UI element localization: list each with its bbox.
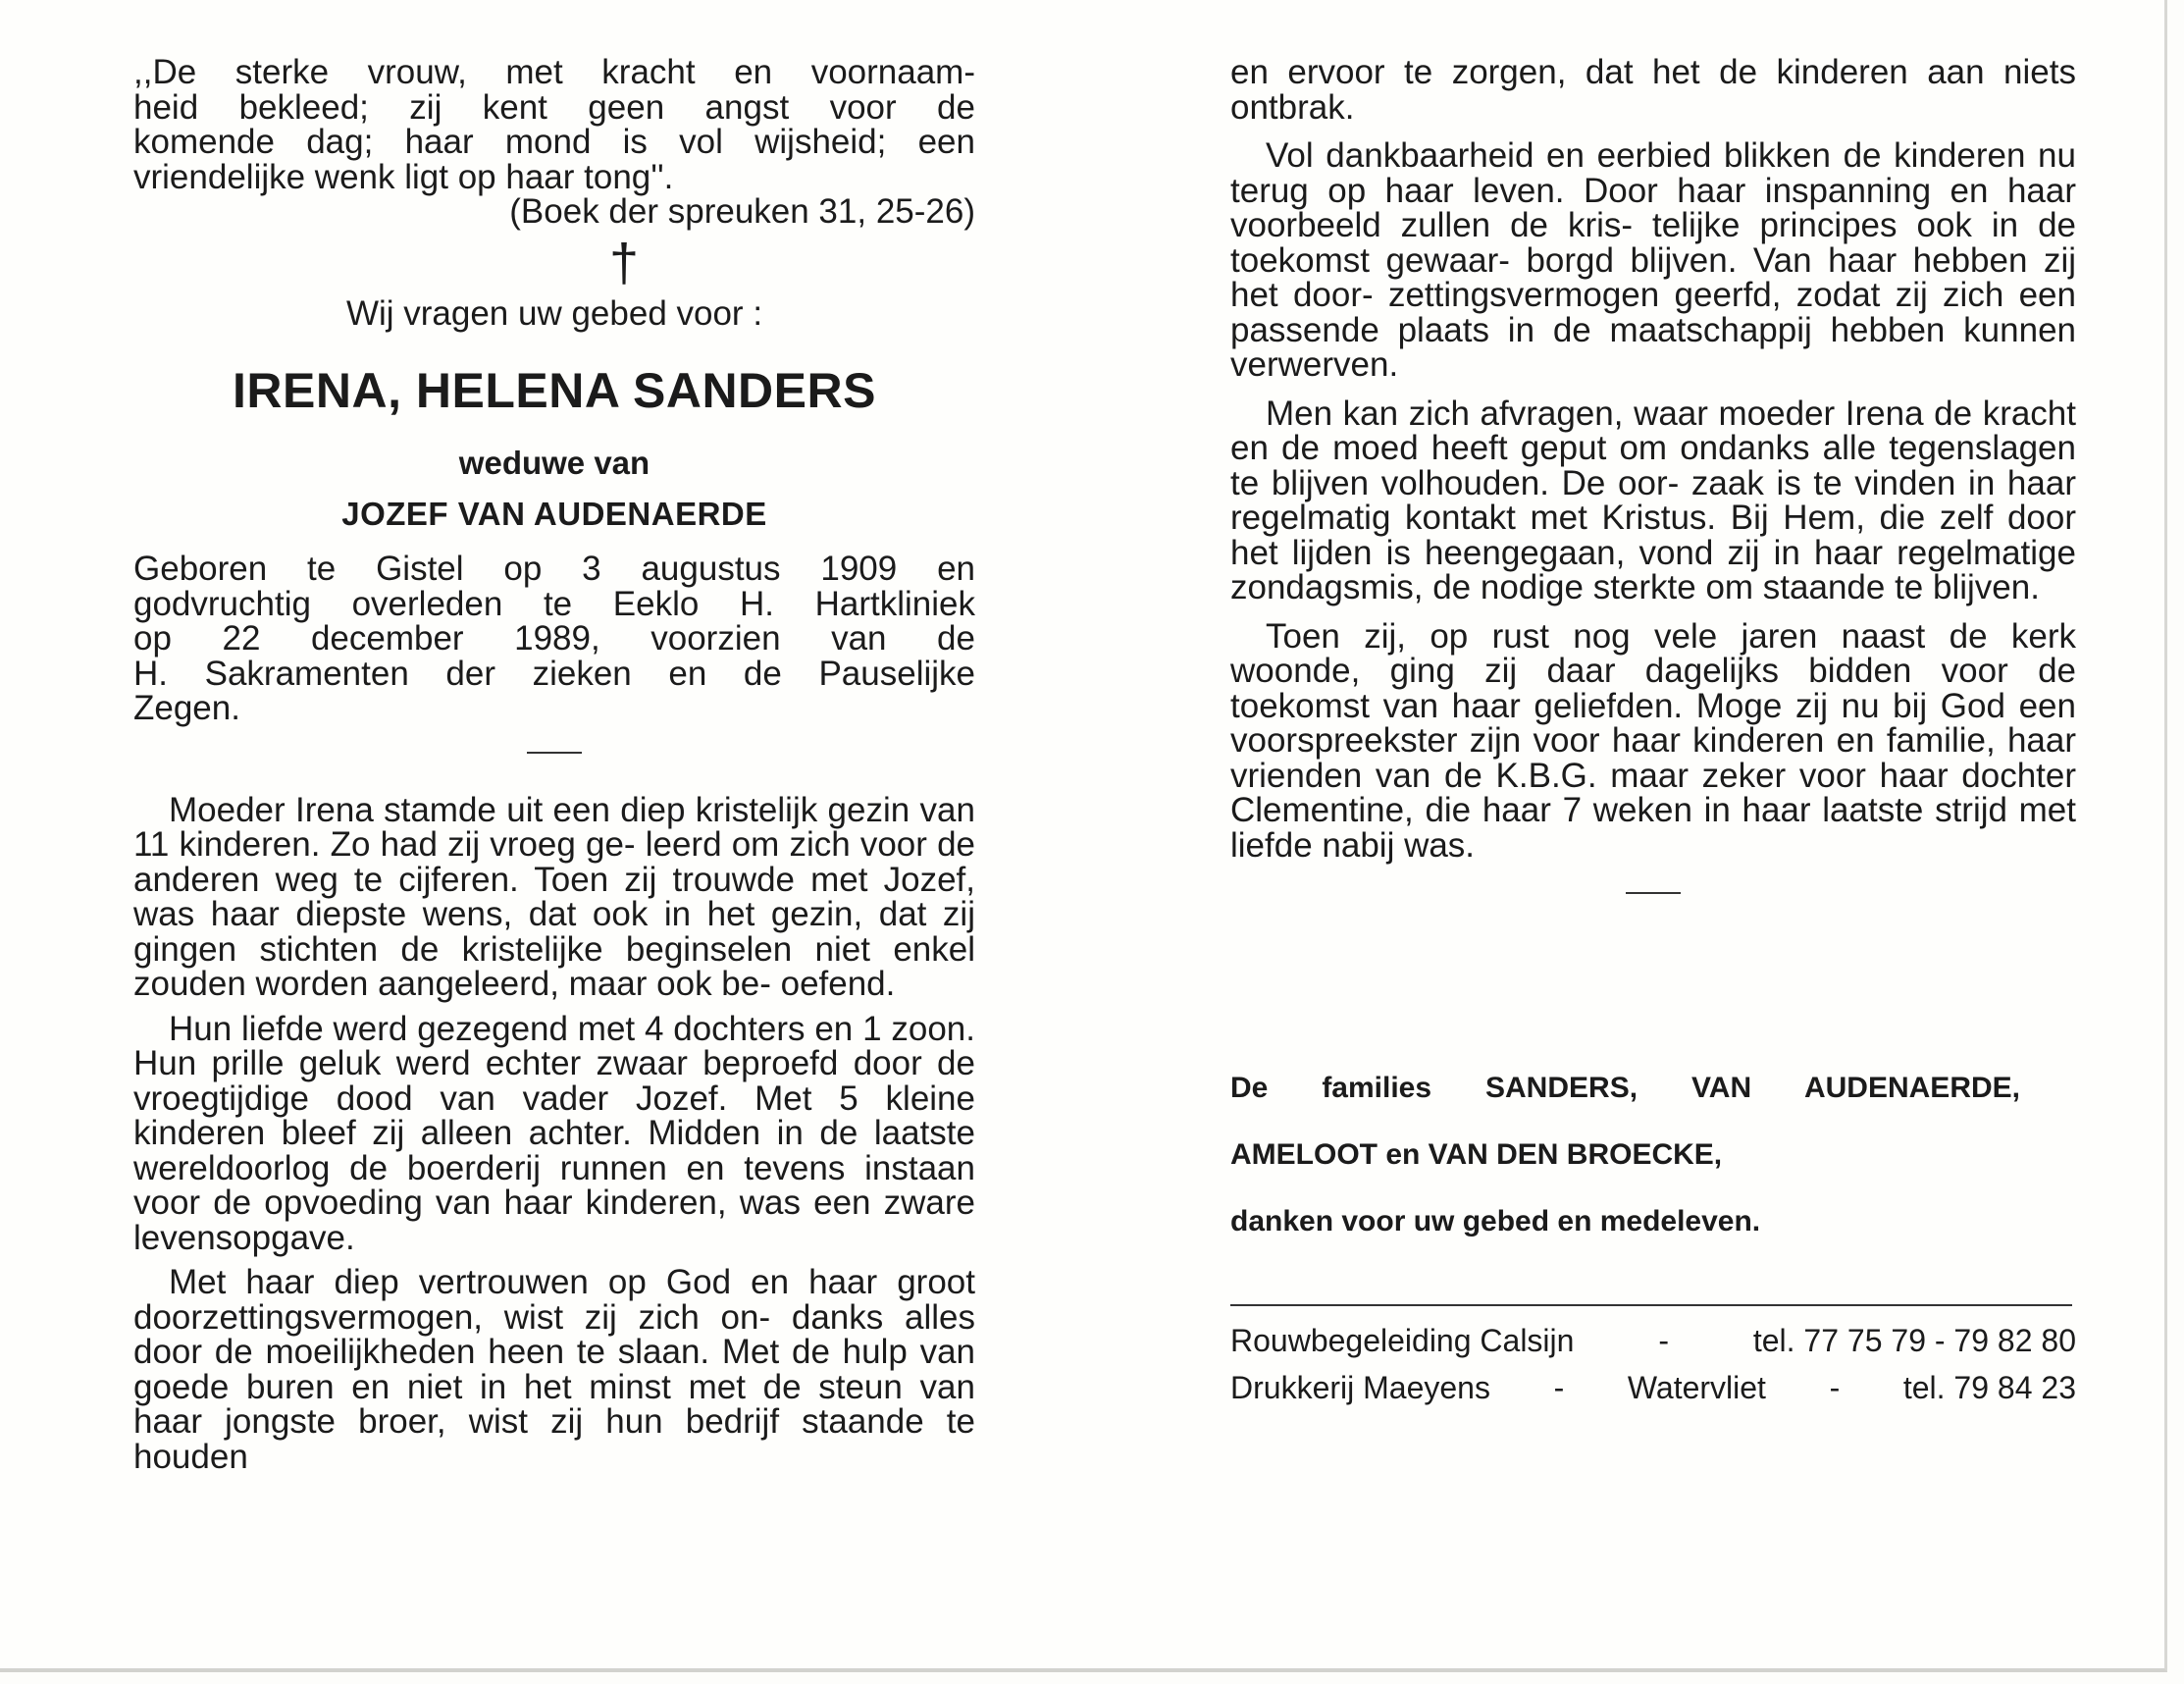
printer-phone: tel. 79 84 23 <box>1902 1370 2076 1405</box>
quote-source: (Boek der spreuken 31, 25-26) <box>509 192 975 231</box>
separator-line <box>1626 892 1681 894</box>
biography-paragraph: Hun liefde werd gezegend met 4 dochters en 1 zoon. Hun prille geluk werd echter zwaar beproefd door de vroegtijdige dood van vader Jozef. Met 5 kleine kinderen bleef zij alleen achter. Midden in de laatste wereldoorlog de boerderij runnen en tevens instaan voor de opvoeding van haar kinderen, was een zware levensopgave. <box>133 1009 975 1257</box>
birth-death-details <box>133 552 975 726</box>
left-column <box>133 55 975 1474</box>
biography-paragraph: en ervoor te zorgen, dat het de kinderen aan niets ontbrak. <box>1230 53 2076 127</box>
quote-line: heid bekleed; zij kent geen angst voor de <box>133 87 975 127</box>
thanks-families-2: AMELOOT en VAN DEN BROECKE, <box>1230 1138 1723 1171</box>
biography-paragraph: Moeder Irena stamde uit een diep kristelijk gezin van 11 kinderen. Zo had zij vroeg ge- leerd om zich voor de anderen weg te cijferen. Toen zij trouwde met Jozef, was haar diepste wens, dat ook in het gezin, dat zij gingen stichten de kristelijke beginselen niet enkel zouden worden aangeleerd, maar ook be- oefend. <box>133 790 975 1003</box>
quote-line: ,,De sterke vrouw, met kracht en voornaam- <box>133 53 975 91</box>
birth-line: godvruchtig overleden te Eeklo H. Hartkliniek <box>133 584 975 623</box>
funeral-service-phone: tel. 77 75 79 - 79 82 80 <box>1752 1323 2076 1358</box>
dash: - <box>1658 1323 1669 1358</box>
dash: - <box>1829 1370 1841 1405</box>
quote-line: komende dag; haar mond is vol wijsheid; een <box>133 123 975 161</box>
widow-of-label: weduwe van <box>458 445 650 481</box>
thanks-families: De families SANDERS, VAN AUDENAERDE, <box>1230 1072 2020 1104</box>
thanks-message: danken voor uw gebed en medeleven. <box>1230 1205 1761 1237</box>
cross-icon: † <box>608 234 640 292</box>
dash: - <box>1553 1370 1565 1405</box>
birth-line: Zegen. <box>133 689 240 727</box>
birth-line: op 22 december 1989, voorzien van de <box>133 619 975 658</box>
biography-paragraph: Toen zij, op rust nog vele jaren naast de kerk woonde, ging zij daar dagelijks bidden voor de toekomst van haar geliefden. Moge zij nu bij God een voorspreekster zijn voor haar kinderen en familie, haar vrienden van de K.B.G. maar zeker voor haar dochter Clementine, die haar 7 weken in haar laatste strijd met liefde nabij was. <box>1230 616 2076 865</box>
biography-paragraph: Men kan zich afvragen, waar moeder Irena de kracht en de moed heeft geput om ondanks alle tegenslagen te blijven volhouden. De oor- zaak is te vinden in haar regelmatig kontakt met Kristus. Bij Hem, die zelf door het lijden is heengegaan, vond zij in haar regelmatige zondagsmis, de nodige sterkte om staande te blijven. <box>1230 394 2076 606</box>
funeral-service-name: Rouwbegeleiding Calsijn <box>1230 1323 1575 1358</box>
birth-line: H. Sakramenten der zieken en de Pauselijke <box>133 654 975 693</box>
printer-name: Drukkerij Maeyens <box>1230 1370 1490 1405</box>
biography-paragraph: Met haar diep vertrouwen op God en haar groot doorzettingsvermogen, wist zij zich on- danks alles door de moeilijkheden heen te slaan. Met de hulp van goede buren en niet in het minst met de steun van haar jongste broer, wist zij hun bedrijf staande te houden <box>133 1263 975 1476</box>
quote-line: vriendelijke wenk ligt op haar tong''. <box>133 157 674 196</box>
right-column <box>1230 55 2076 1410</box>
printer-city: Watervliet <box>1627 1370 1766 1405</box>
biography-paragraph: Vol dankbaarheid en eerbied blikken de kinderen nu terug op haar leven. Door haar inspanning en haar voorbeeld zullen de kris- telijke principes ook in de toekomst gewaar- borgd blijven. Van haar hebben zij het door- zettingsvermogen geerfd, zodat zij zich een passende plaats in de maatschappij hebben kunnen verwerven. <box>1230 136 2076 384</box>
printer-line <box>1230 1365 2076 1410</box>
birth-line: Geboren te Gistel op 3 augustus 1909 en <box>133 550 975 588</box>
separator-line <box>527 752 582 754</box>
funeral-service-line <box>1230 1318 2076 1363</box>
footer-rule <box>1230 1304 2072 1306</box>
deceased-name: IRENA, HELENA SANDERS <box>233 363 876 418</box>
husband-name: JOZEF VAN AUDENAERDE <box>341 496 767 532</box>
prayer-request: Wij vragen uw gebed voor : <box>345 294 763 333</box>
